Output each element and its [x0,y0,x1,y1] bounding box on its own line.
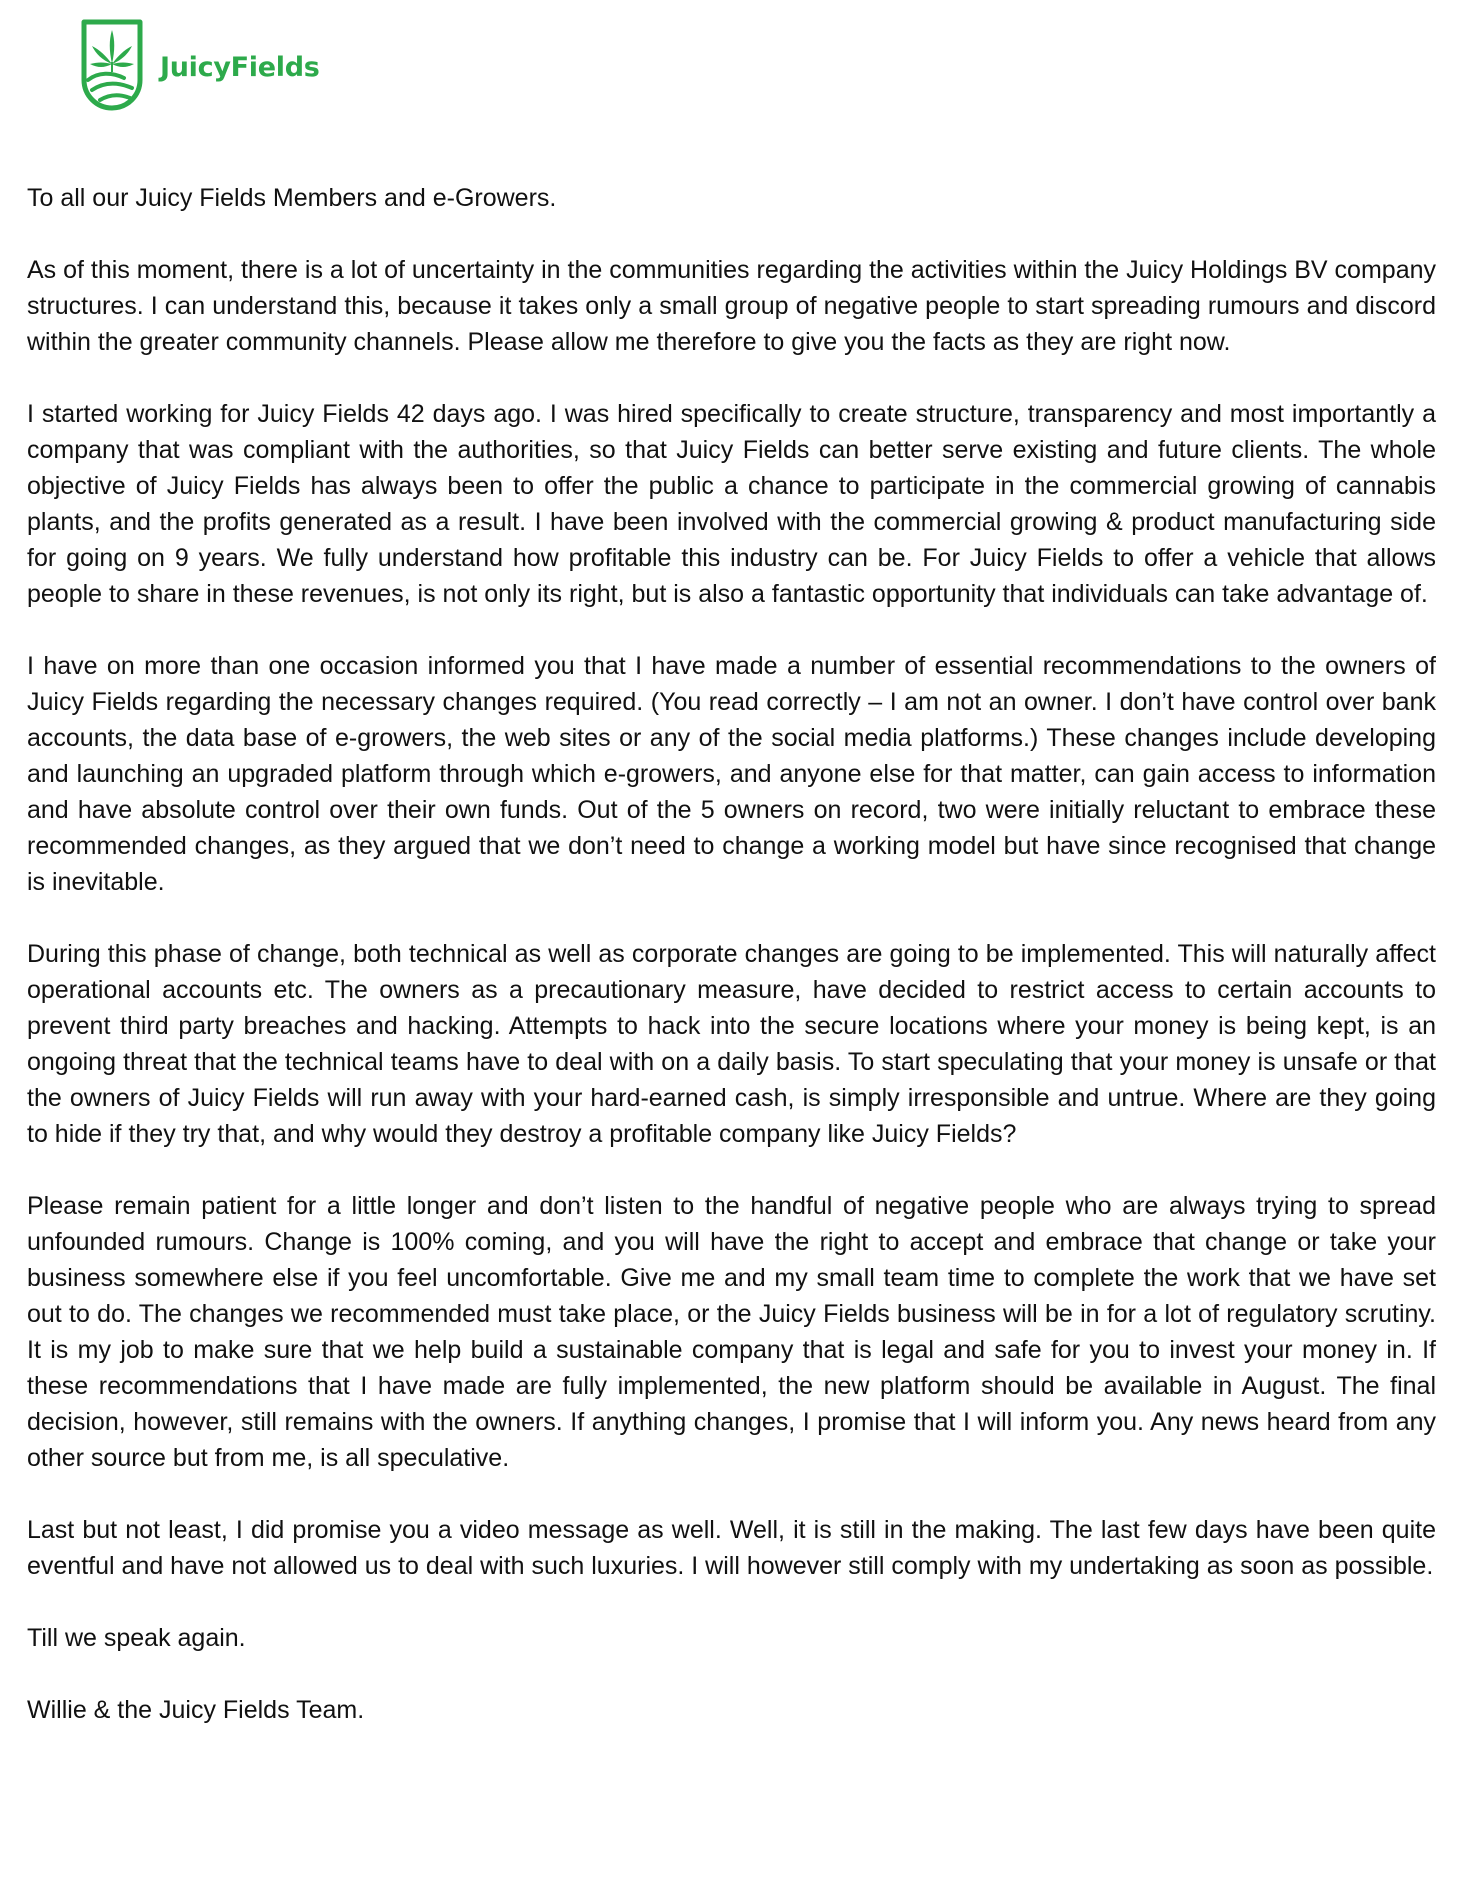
salutation: To all our Juicy Fields Members and e-Growers. [27,184,557,212]
brand-name: JuicyFields [160,51,320,83]
letter-body [27,180,1436,1764]
company-logo [78,18,320,116]
closing-line: Till we speak again. [27,1624,246,1652]
paragraph: As of this moment, there is a lot of uncertainty in the communities regarding the activities within the Juicy Holdings BV company structures. I can understand this, because it takes only a small group of negative people to start spreading rumours and discord within the greater community channels. Please allow me therefore to give you the facts as they are right now. [27,256,1436,356]
cannabis-leaf-field-icon [78,18,146,116]
paragraph: I started working for Juicy Fields 42 days ago. I was hired specifically to create structure, transparency and most importantly a company that was compliant with the authorities, so that Juicy Fields can better serve existing and future clients. The whole objective of Juicy Fields has always been to offer the public a chance to participate in the commercial growing of cannabis plants, and the profits generated as a result. I have been involved with the commercial growing & product manufacturing side for going on 9 years. We fully understand how profitable this industry can be. For Juicy Fields to offer a vehicle that allows people to share in these revenues, is not only its right, but is also a fantastic opportunity that individuals can take advantage of. [27,400,1436,608]
signature: Willie & the Juicy Fields Team. [27,1696,365,1724]
paragraph: During this phase of change, both technical as well as corporate changes are going to be implemented. This will naturally affect operational accounts etc. The owners as a precautionary measure, have decided to restrict access to certain accounts to prevent third party breaches and hacking. Attempts to hack into the secure locations where your money is being kept, is an ongoing threat that the technical teams have to deal with on a daily basis. To start speculating that your money is unsafe or that the owners of Juicy Fields will run away with your hard-earned cash, is simply irresponsible and untrue. Where are they going to hide if they try that, and why would they destroy a profitable company like Juicy Fields? [27,940,1436,1148]
paragraph: Last but not least, I did promise you a video message as well. Well, it is still in the making. The last few days have been quite eventful and have not allowed us to deal with such luxuries. I will however still comply with my undertaking as soon as possible. [27,1516,1436,1580]
paragraph: I have on more than one occasion informed you that I have made a number of essential recommendations to the owners of Juicy Fields regarding the necessary changes required. (You read correctly – I am not an owner. I don’t have control over bank accounts, the data base of e-growers, the web sites or any of the social media platforms.) These changes include developing and launching an upgraded platform through which e-growers, and anyone else for that matter, can gain access to information and have absolute control over their own funds. Out of the 5 owners on record, two were initially reluctant to embrace these recommended changes, as they argued that we don’t need to change a working model but have since recognised that change is inevitable. [27,652,1436,896]
paragraph: Please remain patient for a little longer and don’t listen to the handful of negative people who are always trying to spread unfounded rumours. Change is 100% coming, and you will have the right to accept and embrace that change or take your business somewhere else if you feel uncomfortable. Give me and my small team time to complete the work that we have set out to do. The changes we recommended must take place, or the Juicy Fields business will be in for a lot of regulatory scrutiny. It is my job to make sure that we help build a sustainable company that is legal and safe for you to invest your money in. If these recommendations that I have made are fully implemented, the new platform should be available in August. The final decision, however, still remains with the owners. If anything changes, I promise that I will inform you. Any news heard from any other source but from me, is all speculative. [27,1192,1436,1472]
